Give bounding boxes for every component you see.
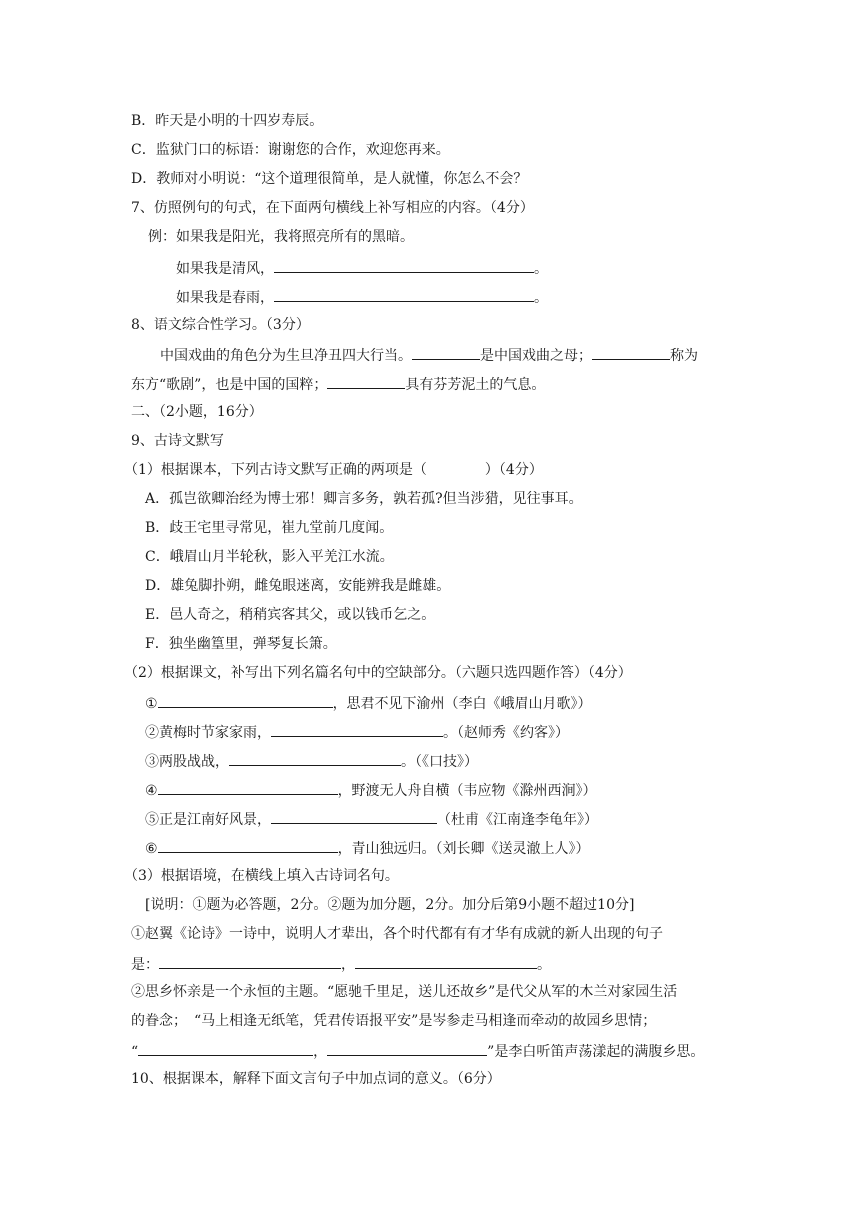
section-2-title: 二、（2小题，16分） bbox=[131, 404, 263, 420]
q9-context-2-blank-1[interactable] bbox=[138, 1040, 313, 1056]
q9-option-b: B．歧王宅里寻常见，崔九堂前几度闻。 bbox=[145, 520, 394, 536]
q7-line-1-text: 如果我是清风， bbox=[176, 261, 274, 277]
q9-fill-5-text: ⑤正是江南好风景， bbox=[145, 812, 271, 828]
q9-fill-3-end: 。（《口技》） bbox=[401, 754, 478, 770]
q9-context-2-line-3 bbox=[131, 1040, 704, 1062]
q9-fill-4-text: ，野渡无人舟自横（韦应物《滁州西涧》） bbox=[337, 783, 597, 799]
q8-blank-1[interactable] bbox=[412, 344, 480, 360]
q9-fill-2-blank[interactable] bbox=[271, 721, 443, 737]
q9-context-1-line-1: ①赵翼《论诗》一诗中，说明人才辈出，各个时代都有有才华有成就的新人出现的句子 bbox=[131, 926, 663, 942]
q9-fill-1-text: ，思君不见下渝州（李白《峨眉山月歌》） bbox=[332, 696, 592, 712]
q7-prompt: 7、仿照例句的句式，在下面两句横线上补写相应的内容。（4分） bbox=[131, 200, 534, 216]
q8-text-c: 称为 bbox=[670, 348, 698, 364]
q9-fill-6-num: ⑥ bbox=[145, 841, 158, 857]
q9-part3-prompt: （3）根据语境，在横线上填入古诗词名句。 bbox=[124, 868, 399, 884]
q9-context-2-line-2: 的眷念； “马上相逢无纸笔，凭君传语报平安”是岑参走马相逢而牵动的故园乡思情； bbox=[131, 1013, 657, 1029]
q9-option-f: F．独坐幽篁里，弹琴复长箫。 bbox=[145, 636, 337, 652]
q9-fill-4-num: ④ bbox=[145, 783, 158, 799]
q9-part2-prompt: （2）根据课文，补写出下列名篇名句中的空缺部分。（六题只选四题作答）（4分） bbox=[124, 665, 632, 681]
q9-context-1-line-2 bbox=[131, 953, 551, 975]
q7-example: 例：如果我是阳光，我将照亮所有的黑暗。 bbox=[148, 229, 414, 245]
q6-option-b: B．昨天是小明的十四岁寿辰。 bbox=[131, 113, 324, 129]
q9-option-c: C．峨眉山月半轮秋，影入平羌江水流。 bbox=[145, 549, 394, 565]
q9-part1-prompt-b: ）（4分） bbox=[484, 462, 543, 478]
q9-context-1-blank-2[interactable] bbox=[355, 953, 537, 969]
q8-blank-2[interactable] bbox=[592, 344, 670, 360]
q6-option-d: D．教师对小明说：“这个道理很简单，是人就懂，你怎么不会？ bbox=[131, 171, 528, 187]
q9-context-1-end: 。 bbox=[537, 957, 551, 973]
q8-line-1 bbox=[160, 344, 698, 366]
q9-context-2-open-quote: “ bbox=[131, 1044, 139, 1060]
q9-fill-4 bbox=[145, 779, 597, 801]
q9-context-2-end: ”是李白听笛声荡漾起的满腹乡思。 bbox=[487, 1044, 705, 1060]
q8-text-b: 是中国戏曲之母； bbox=[480, 348, 592, 364]
q9-context-2-blank-2[interactable] bbox=[327, 1040, 487, 1056]
q9-context-2-comma: ， bbox=[313, 1044, 328, 1060]
q9-fill-6-text: ，青山独远归。（刘长卿《送灵澈上人》） bbox=[337, 841, 590, 857]
q10-prompt: 10、根据课本，解释下面文言句子中加点词的意义。（6分） bbox=[131, 1071, 501, 1087]
q9-part3-note: [说明：①题为必答题，2分。②题为加分题，2分。加分后第9小题不超过10分] bbox=[145, 897, 635, 913]
q9-fill-5-end: （杜甫《江南逢李龟年》） bbox=[437, 812, 598, 828]
q9-fill-1-num: ① bbox=[145, 696, 158, 712]
q7-line-2 bbox=[176, 286, 548, 308]
q8-prompt: 8、语文综合性学习。（3分） bbox=[131, 317, 310, 333]
q9-context-1-blank-1[interactable] bbox=[159, 953, 341, 969]
q7-line-2-end: 。 bbox=[534, 290, 548, 306]
q9-fill-5-blank[interactable] bbox=[271, 808, 437, 824]
q9-title: 9、古诗文默写 bbox=[131, 433, 224, 449]
q7-answer-blank-1[interactable] bbox=[274, 257, 534, 273]
q9-context-1-prefix: 是： bbox=[131, 957, 159, 973]
q9-fill-6-blank[interactable] bbox=[158, 837, 338, 853]
q8-text-e: 具有芬芳泥土的气息。 bbox=[405, 377, 546, 393]
q9-fill-4-blank[interactable] bbox=[158, 779, 338, 795]
q9-option-d: D．雄兔脚扑朔，雌兔眼迷离，安能辨我是雌雄。 bbox=[145, 578, 451, 594]
q9-fill-1-blank[interactable] bbox=[158, 692, 333, 708]
q9-fill-3-blank[interactable] bbox=[229, 750, 401, 766]
q9-fill-2-end: 。（赵师秀《约客》） bbox=[443, 725, 569, 741]
q9-fill-5 bbox=[145, 808, 598, 830]
q7-line-2-text: 如果我是春雨， bbox=[176, 290, 274, 306]
q9-fill-2 bbox=[145, 721, 569, 743]
q9-fill-3-text: ③两股战战， bbox=[145, 754, 229, 770]
q7-line-1-end: 。 bbox=[534, 261, 548, 277]
q8-text-a: 中国戏曲的角色分为生旦净丑四大行当。 bbox=[160, 348, 412, 364]
q9-part1-prompt bbox=[124, 460, 543, 480]
q9-part1-prompt-a: （1）根据课本，下列古诗文默写正确的两项是（ bbox=[124, 462, 427, 478]
q9-option-e: E．邑人奇之，稍稍宾客其父，或以钱币乞之。 bbox=[145, 607, 436, 623]
q8-line-2 bbox=[131, 373, 545, 395]
q8-text-d: 东方“歌剧”，也是中国的国粹； bbox=[131, 377, 328, 393]
q6-option-c: C．监狱门口的标语：谢谢您的合作，欢迎您再来。 bbox=[131, 142, 450, 158]
q9-fill-6 bbox=[145, 837, 590, 859]
q8-blank-3[interactable] bbox=[327, 373, 405, 389]
q9-context-1-comma: ， bbox=[341, 957, 355, 973]
q9-context-2-line-1: ②思乡怀亲是一个永恒的主题。“愿驰千里足，送儿还故乡”是代父从军的木兰对家园生活 bbox=[131, 984, 678, 1000]
q9-fill-2-text: ②黄梅时节家家雨， bbox=[145, 725, 271, 741]
q9-option-a: A．孤岂欲卿治经为博士邪！卿言多务，孰若孤?但当涉猎，见往事耳。 bbox=[145, 491, 583, 507]
q7-line-1 bbox=[176, 257, 548, 279]
q9-fill-3 bbox=[145, 750, 478, 772]
q7-answer-blank-2[interactable] bbox=[274, 286, 534, 302]
q9-fill-1 bbox=[145, 692, 592, 714]
